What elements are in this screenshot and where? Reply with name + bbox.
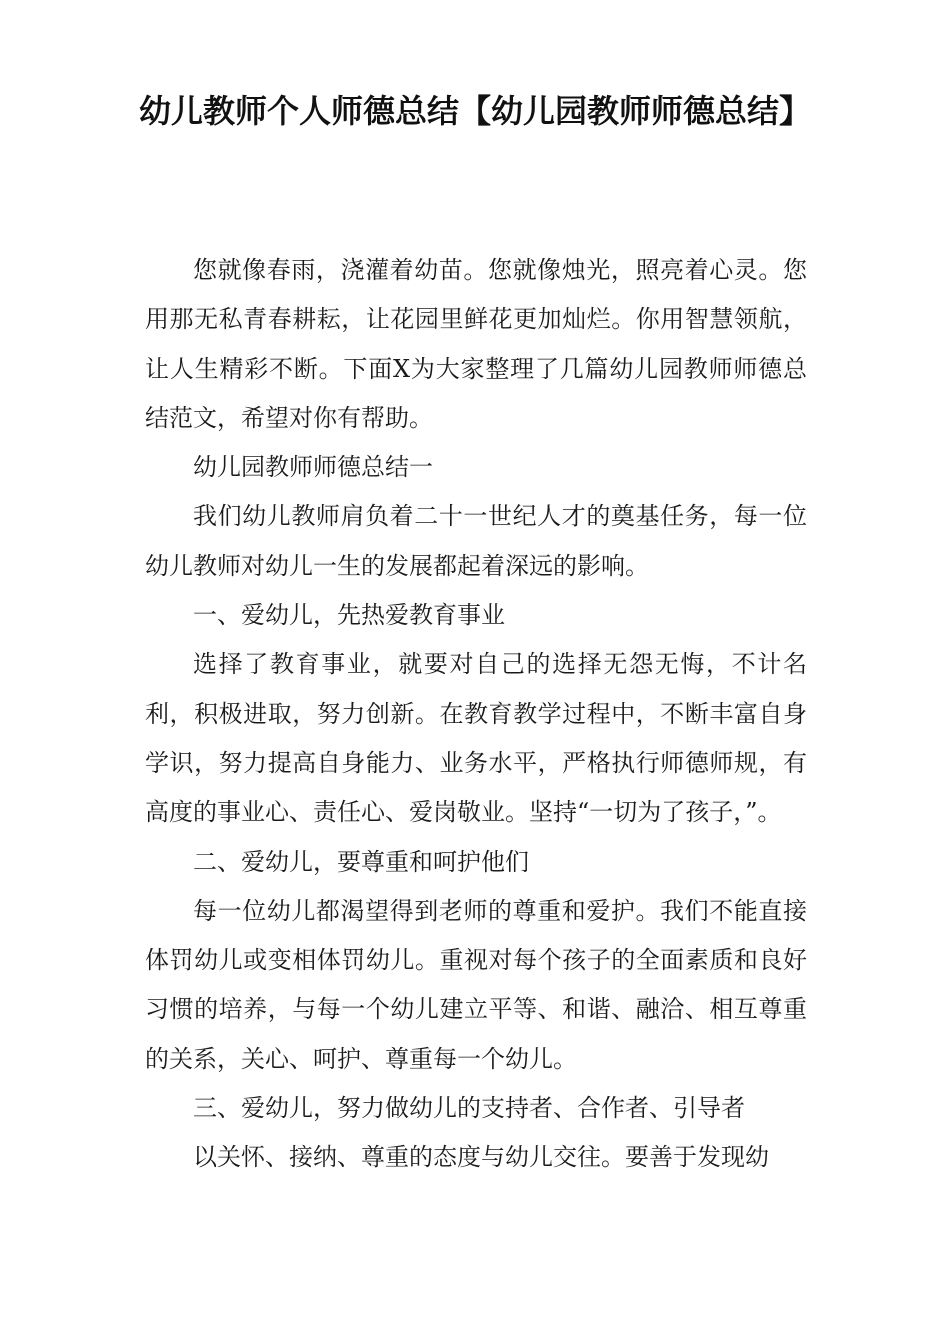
- paragraph: 选择了教育事业，就要对自己的选择无怨无悔，不计名利，积极进取，努力创新。在教育教学过程中，不断丰富自身学识，努力提高自身能力、业务水平，严格执行师德师规，有高度的事业心、责任心、爱岗敬业。坚持“一切为了孩子，”。: [145, 650, 807, 827]
- paragraph: 我们幼儿教师肩负着二十一世纪人才的奠基任务，每一位幼儿教师对幼儿一生的发展都起着深远的影响。: [145, 502, 807, 580]
- subheading-two: 二、爱幼儿，要尊重和呵护他们: [193, 847, 529, 876]
- paragraph: 每一位幼儿都渴望得到老师的尊重和爱护。我们不能直接体罚幼儿或变相体罚幼儿。重视对每个孩子的全面素质和良好习惯的培养，与每一个幼儿建立平等、和谐、融洽、相互尊重的关系，关心、呵护、尊重每一个幼儿。: [145, 896, 807, 1073]
- paragraph: 以关怀、接纳、尊重的态度与幼儿交往。要善于发现幼: [193, 1143, 769, 1172]
- section-heading: 幼儿园教师师德总结一: [193, 453, 433, 482]
- document-body: [145, 246, 807, 1183]
- paragraph-intro: 您就像春雨，浇灌着幼苗。您就像烛光，照亮着心灵。您用那无私青春耕耘，让花园里鲜花更加灿烂。你用智慧领航，让人生精彩不断。下面X为大家整理了几篇幼儿园教师师德总结范文，希望对你有帮助。: [145, 256, 807, 432]
- document-title: 幼儿教师个人师德总结【幼儿园教师师德总结】: [138, 92, 811, 130]
- subheading-three: 三、爱幼儿，努力做幼儿的支持者、合作者、引导者: [193, 1094, 745, 1123]
- subheading-one: 一、爱幼儿，先热爱教育事业: [193, 601, 505, 630]
